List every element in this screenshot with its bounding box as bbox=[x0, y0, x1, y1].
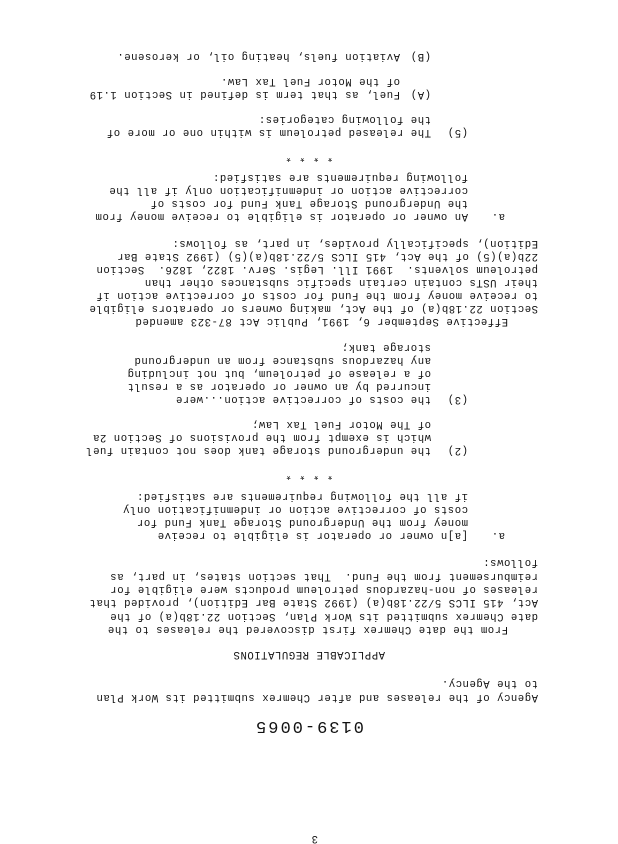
body-line: Effective September 6, 1991, Public Act 87-323 amended bbox=[135, 315, 508, 327]
body-line: Edition), specifically provides, in part, as follows: bbox=[171, 237, 538, 249]
item-line: the underground storage tank does not contain fuel bbox=[85, 444, 431, 456]
item-line: of The Motor Fuel Tax Law; bbox=[251, 418, 431, 430]
body-line: From the date Chemrex first discovered the releases to the bbox=[107, 623, 508, 635]
quote-line: money from the Underground Storage Tank Fund for bbox=[136, 516, 468, 528]
item-line: the following categories: bbox=[258, 113, 431, 125]
item-line: of the Motor Fuel Tax Law. bbox=[220, 75, 400, 87]
item-line: storage tank; bbox=[341, 341, 431, 353]
body-line: reimbursement from the Fund. That section states, in part, as bbox=[109, 570, 538, 582]
item-line: Aviation fuels, heating oil, or kerosene. bbox=[116, 50, 400, 62]
item-line: incurred by an owner or operator as a result bbox=[127, 380, 431, 392]
item-line: of a release of petroleum, but not including bbox=[127, 367, 431, 379]
body-line: Agency of the releases and after Chemrex submitted its Work Plan bbox=[95, 691, 538, 703]
ellipsis-stars: * * * * bbox=[284, 468, 334, 480]
ellipsis-stars: * * * * bbox=[284, 150, 334, 162]
item-line: Fuel, as that term is defined in Section 1.19 bbox=[89, 88, 400, 100]
item-number: (3) bbox=[447, 393, 468, 405]
item-line: The released petroleum is within one or more of bbox=[106, 126, 431, 138]
body-line: Act, 415 ILCS 5/22.18b(a) (1992 State Bar Edition), provided that bbox=[89, 596, 538, 608]
page-number: 3 bbox=[311, 832, 318, 844]
quote-line: if all the following requirements are satisfied: bbox=[136, 490, 468, 502]
item-number: (A) bbox=[410, 88, 431, 100]
body-line: to receive money from the Fund for costs of corrective action if bbox=[95, 289, 538, 301]
item-number: (5) bbox=[447, 126, 468, 138]
body-line: releases of non-hazardous petroleum products were eligible for bbox=[109, 583, 538, 595]
body-line: 22b(a)(5) of the Act, 415 ILCS 5/22.18b(a)(5) (1992 State Bar bbox=[116, 250, 538, 262]
body-line: follows: bbox=[482, 556, 538, 568]
quote-label: a. bbox=[491, 529, 505, 541]
quote-line: following requirements are satisfied: bbox=[212, 171, 468, 183]
body-line: to the Agency. bbox=[441, 677, 538, 689]
body-line: their USTs contain certain specific substances other than bbox=[144, 276, 538, 288]
item-number: (2) bbox=[447, 444, 468, 456]
item-number: (B) bbox=[410, 50, 431, 62]
body-line: date Chemrex submitted its Work Plan, Section 22.18b(a) of the bbox=[109, 610, 538, 622]
item-line: the costs of corrective action...were bbox=[175, 393, 431, 405]
quote-line: [a]n owner or operator is eligible to receive bbox=[157, 529, 468, 541]
body-line: petroleum solvents. 1991 Ill. Legis. Serv. 1822, 1826. Section bbox=[95, 263, 538, 275]
quote-line: the Underground Storage Tank Fund for costs of bbox=[150, 197, 468, 209]
quote-line: An owner or operator is eligible to receive money from bbox=[95, 210, 468, 222]
quote-line: costs of corrective action or indemnification only bbox=[122, 503, 468, 515]
item-line: any hazardous substance from an underground bbox=[133, 354, 431, 366]
quote-label: a. bbox=[491, 210, 505, 222]
document-number: 0139-0065 bbox=[254, 716, 364, 735]
section-heading: APPLICABLE REGULATIONS bbox=[233, 648, 385, 660]
quote-line: corrective action or indemnification only if all the bbox=[108, 184, 468, 196]
body-line: Section 22.18b(a) of the Act, making owners or operators eligible bbox=[89, 302, 538, 314]
item-line: which is exempt from the provisions of Section 2a bbox=[92, 431, 431, 443]
